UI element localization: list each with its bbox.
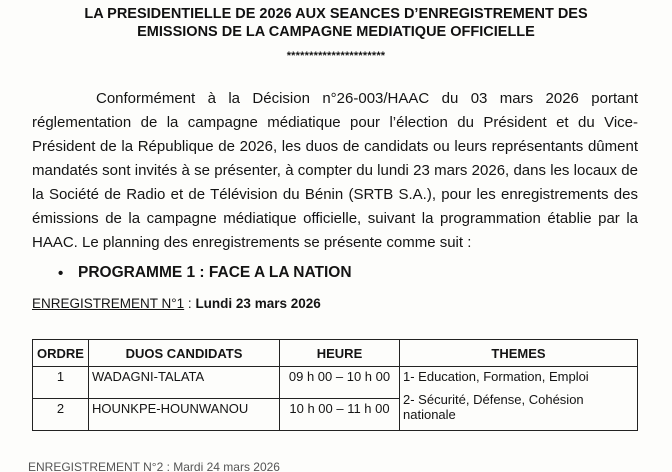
- schedule-table: [32, 339, 638, 431]
- row-ordre: 2: [33, 399, 89, 431]
- theme-item: 2- Sécurité, Défense, Cohésion nationale: [403, 392, 584, 422]
- table-row: [33, 367, 638, 399]
- enregistrement-line: [32, 296, 321, 311]
- next-enregistrement-cutoff: ENREGISTREMENT N°2 : Mardi 24 mars 2026: [28, 462, 280, 472]
- enregistrement-label: ENREGISTREMENT N°1: [32, 296, 185, 311]
- row-duo: WADAGNI-TALATA: [89, 367, 280, 399]
- programme-heading: [58, 264, 352, 282]
- themes-cell: [400, 367, 638, 431]
- table-header-row: [33, 340, 638, 367]
- title-separator: **********************: [286, 50, 386, 62]
- header-themes: THEMES: [400, 340, 638, 367]
- bullet-icon: •: [58, 264, 64, 282]
- enregistrement-date: Lundi 23 mars 2026: [195, 296, 321, 311]
- row-ordre: 1: [33, 367, 89, 399]
- header-heure: HEURE: [280, 340, 400, 367]
- intro-paragraph: Conformément à la Décision n°26-003/HAAC du 03 mars 2026 portant réglementation de la campagne médiatique pour l’élection du Président et du Vice-Président de la République de 2026, les duos de candidats ou leurs représentants dûment mandatés sont invités à se présenter, à compter du lundi 23 mars 2026, dans les locaux de la Société de Radio et de Télévision du Bénin (SRTB S.A.), pour les enregistrements des émissions de la campagne médiatique officielle, suivant la programmation établie par la HAAC. Le planning des enregistrements se présente comme suit :: [32, 90, 638, 251]
- document-title-line-2: EMISSIONS DE LA CAMPAGNE MEDIATIQUE OFFICIELLE: [137, 24, 535, 40]
- document-title-line-1: LA PRESIDENTIELLE DE 2026 AUX SEANCES D’ENREGISTREMENT DES: [84, 6, 588, 22]
- header-ordre: ORDRE: [33, 340, 89, 367]
- row-heure: 09 h 00 – 10 h 00: [280, 367, 400, 399]
- theme-item: 1- Education, Formation, Emploi: [403, 369, 589, 384]
- header-duos-candidats: DUOS CANDIDATS: [89, 340, 280, 367]
- programme-title: PROGRAMME 1 : FACE A LA NATION: [78, 264, 352, 281]
- enregistrement-separator: :: [184, 296, 196, 311]
- row-heure: 10 h 00 – 11 h 00: [280, 399, 400, 431]
- row-duo: HOUNKPE-HOUNWANOU: [89, 399, 280, 431]
